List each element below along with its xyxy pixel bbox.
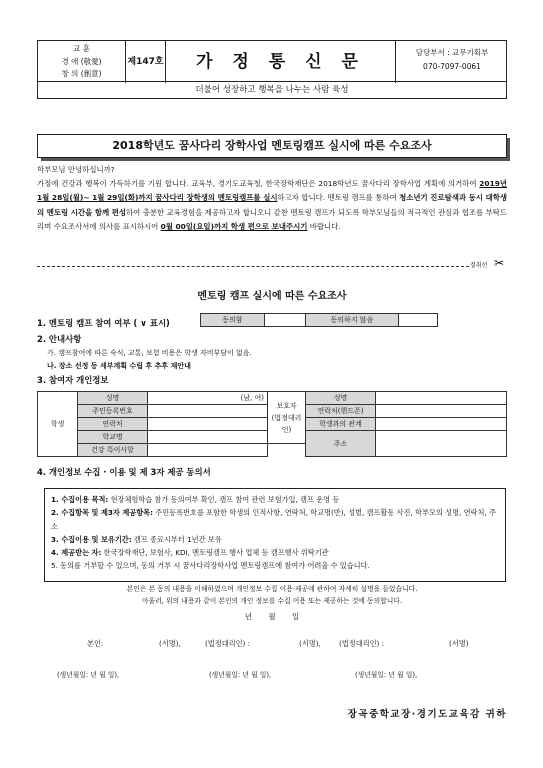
- text-span: 0월 00일(요일)까지 학생 편으로 보내주시기: [160, 221, 308, 231]
- guardian-name-field[interactable]: [376, 392, 507, 405]
- agree-label: 동의함: [201, 314, 265, 327]
- slogan: 더불어 성장하고 행복을 나누는 사람 육성: [37, 82, 507, 99]
- guardian-phone-field[interactable]: [376, 405, 507, 418]
- seal-2[interactable]: (서명),: [299, 639, 321, 648]
- department-info: [396, 41, 508, 83]
- text-span: 청소년기 진로탐색과 동시 대학생의 멘토링 시간을 함께 편성: [37, 193, 508, 217]
- consent-box: [44, 488, 506, 582]
- greeting: 학부모님 안녕하십니까?: [37, 165, 115, 174]
- section-2-heading: 2. 안내사항: [37, 334, 82, 344]
- gender-text: (남, 여): [240, 394, 264, 402]
- agreement-text: [37, 583, 507, 607]
- spacer: [268, 444, 306, 457]
- consent-item: [51, 546, 499, 559]
- health-field[interactable]: [148, 444, 268, 457]
- text-span: 5. 동의를 거부할 수 있으며, 동의 거부 시 꿈사다리장학사업 멘토링캠프에 참여가 어려울 수 있습니다.: [51, 561, 370, 571]
- student-label: 학생: [38, 392, 78, 457]
- student-name-label: 성명: [78, 392, 148, 405]
- consent-item: [51, 533, 499, 546]
- school-motto: [38, 41, 126, 83]
- agreement-line: 아울러, 위의 내용과 같이 본인의 개인 정보를 수집 이용 또는 제공하는 것에 동의합니다.: [141, 597, 403, 605]
- participation-table: [200, 313, 438, 327]
- contact-field[interactable]: [148, 418, 268, 431]
- date-line: 년 월 일: [244, 612, 300, 621]
- notice-item-b: 나. 장소 선정 등 세부계획 수립 후 추후 재안내: [47, 362, 191, 370]
- disagree-check[interactable]: [398, 314, 437, 327]
- guardian-name-label: 성명: [306, 392, 376, 405]
- motto-line: 교 훈: [73, 44, 90, 53]
- birth-1: (생년월일: 년 월 일),: [57, 671, 120, 679]
- guardian-label-2: (법정대리인) :: [339, 639, 385, 648]
- rrn-label: 주민등록번호: [78, 405, 148, 418]
- newsletter-header: [37, 40, 507, 82]
- main-title: 2018학년도 꿈사다리 장학사업 멘토링캠프 실시에 따른 수요조사: [37, 134, 507, 158]
- agree-check[interactable]: [264, 314, 305, 327]
- seal-1[interactable]: (서명),: [159, 639, 181, 648]
- contact-label: 연락처: [78, 418, 148, 431]
- intro-text: [37, 163, 507, 234]
- newsletter-title: 가 정 통 신 문: [166, 41, 396, 83]
- guardian-label: 보호자 (법정대리인): [268, 392, 306, 444]
- birth-2: (생년월일: 년 월 일),: [209, 671, 272, 679]
- intro-paragraph: [37, 177, 507, 234]
- text-span: 2. 수집항목 및 제3자 제공항목:: [51, 508, 153, 518]
- relation-label: 학생과의 관계: [306, 418, 376, 431]
- phone: 070-7097-0061: [423, 62, 481, 71]
- agreement-line: 본인은 본 동의 내용을 이해하였으며 개인정보 수집 이용·제공에 관하여 자세히 설명을 들었습니다.: [126, 585, 418, 593]
- scissors-icon: ✂: [494, 256, 505, 270]
- department: 담당부서 : 교무기획부: [415, 48, 489, 57]
- cut-line: [37, 266, 469, 267]
- section-3-heading: 3. 참여자 개인정보: [37, 375, 109, 385]
- address-label: 주소: [306, 431, 376, 457]
- cut-label: 절취선: [470, 262, 488, 269]
- text-span: 4. 제공받는 자:: [51, 548, 102, 558]
- section-4-heading: 4. 개인정보 수집 · 이용 및 제 3자 제공 동의서: [37, 467, 211, 477]
- consent-item: [51, 506, 499, 533]
- text-span: 한국장학재단, 보험사, KDI, 멘토링캠프 행사 업체 등 캠프행사 위탁기관: [101, 548, 329, 558]
- rrn-field[interactable]: [148, 405, 268, 418]
- text-span: 1. 수집이용 목적:: [51, 495, 109, 504]
- motto-line: 경 애 (敬愛): [61, 56, 102, 66]
- text-span: 하여 충분한 교육경험을 제공하고자 합니오니 같찬 멘토링 캠프가 되도록 학부모님들의 적극적인 관심과 협조를 부탁드리며 수요조사서에 의사를 표시하시어: [37, 207, 507, 231]
- issue-number: 제147호: [126, 41, 166, 83]
- school-label: 학교명: [78, 431, 148, 444]
- notice-item-a: 가. 캠프참여에 따른 숙식, 교통, 보험 비용은 학생 자비부담이 없음.: [47, 349, 252, 357]
- text-span: 현장체험학습 참가 동의여부 확인, 캠프 참여 관련 보험가입, 캠프 운영 등: [108, 495, 340, 504]
- text-span: 가정에 건강과 행복이 가득하기를 기원 합니다. 교육부, 경기도교육청, 한국장학재단은 2018학년도 꿈사다리 장학사업 계획에 의거하여: [37, 179, 480, 189]
- text-span: 2019년 1월 28일(월)~ 1월 29일(화)까지 꿈사다리 장학생의 멘토링캠프를 실시: [37, 179, 507, 203]
- participant-info-table: [37, 391, 507, 457]
- person-label: 본인:: [87, 639, 104, 648]
- text-span: 캠프 종료시부터 1년간 보유: [131, 534, 222, 544]
- section-1-heading: 1. 멘토링 캠프 참여 여부 ( ∨ 표시): [37, 318, 170, 328]
- consent-item: [51, 493, 499, 506]
- text-span: 3. 수집이용 및 보유기간:: [51, 534, 132, 544]
- relation-field[interactable]: [376, 418, 507, 431]
- guardian-phone-label: 연락처(핸드폰): [306, 405, 376, 418]
- sender: 장곡중학교장·경기도교육감 귀하: [347, 709, 507, 720]
- text-span: 주민등록번호를 포함한 학생의 인적사항, 연락처, 학교명(반), 성별, 캠프활동 사진, 학부모의 성명, 연락처, 주소: [51, 508, 496, 531]
- health-label: 건강 특이사항: [78, 444, 148, 457]
- motto-line: 창 의 (創意): [61, 69, 102, 78]
- consent-item: [51, 559, 499, 572]
- guardian-label-1: (법정대리인) :: [205, 639, 251, 648]
- school-field[interactable]: [148, 431, 268, 444]
- student-name-field[interactable]: [148, 392, 268, 405]
- seal-3[interactable]: (서명): [449, 639, 469, 648]
- address-field[interactable]: [376, 431, 507, 457]
- text-span: 바랍니다.: [307, 221, 341, 231]
- disagree-label: 동의하지 않음: [306, 314, 399, 327]
- text-span: 하고자 합니다. 멘토링 캠프를 통하여: [277, 193, 400, 203]
- survey-title: 멘토링 캠프 실시에 따른 수요조사: [197, 291, 347, 302]
- birth-3: (생년월일: 년 월 일),: [355, 671, 418, 679]
